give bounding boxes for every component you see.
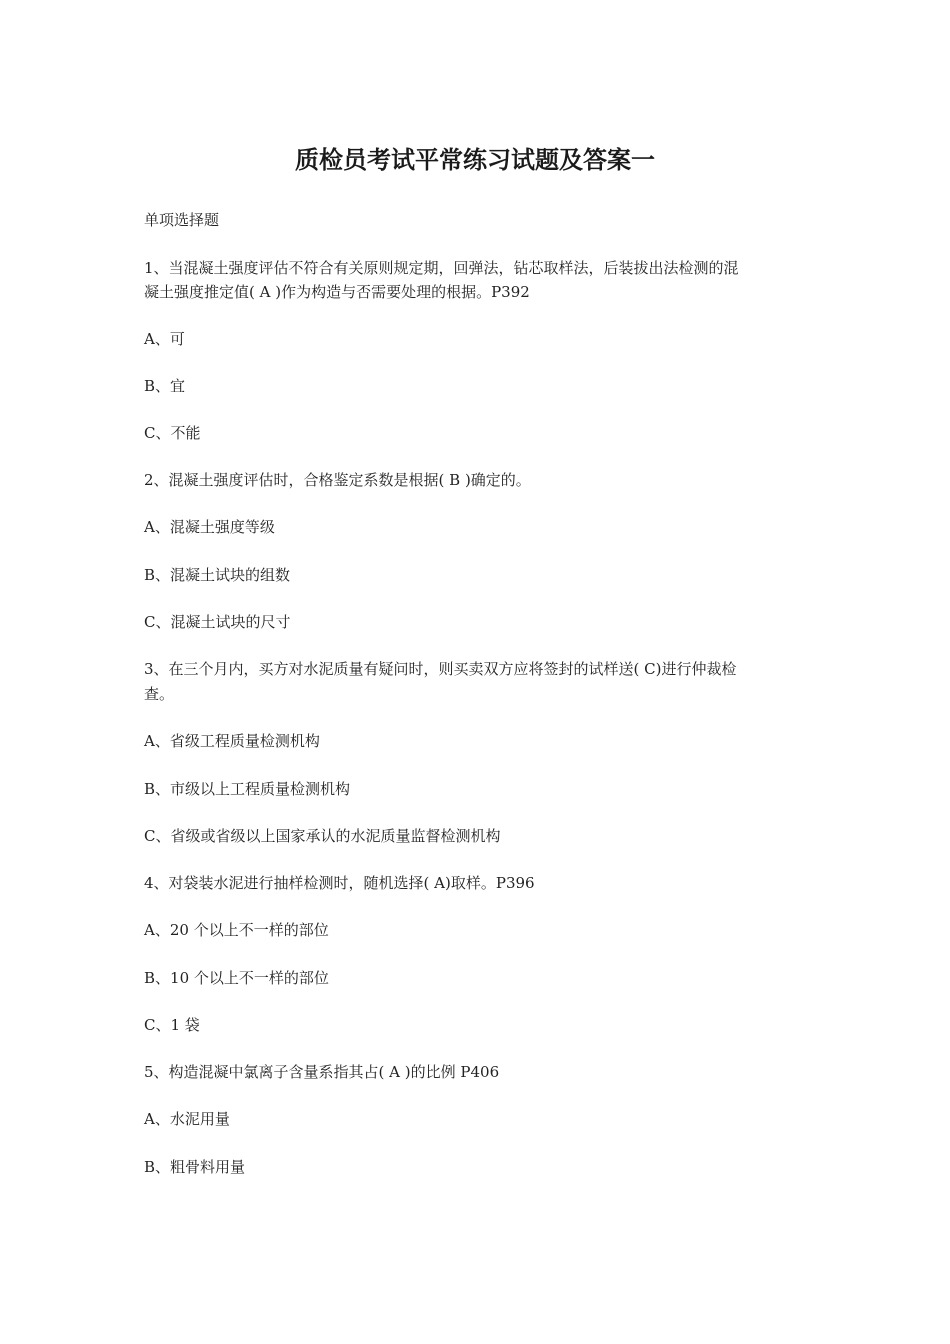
question-3-option-b: B、市级以上工程质量检测机构 [144, 780, 351, 798]
question-5-option-a: A、水泥用量 [144, 1110, 230, 1128]
question-2: 2、混凝土强度评估时，合格鉴定系数是根据( B )确定的。 [144, 471, 531, 489]
question-1-option-a: A、可 [144, 330, 185, 348]
question-4-option-c: C、1 袋 [144, 1016, 200, 1034]
question-4-option-a: A、20 个以上不一样的部位 [144, 921, 329, 939]
question-1-line-2: 凝土强度推定值( A )作为构造与否需要处理的根据。P392 [144, 283, 530, 301]
section-heading: 单项选择题 [144, 211, 220, 229]
question-2-option-a: A、混凝土强度等级 [144, 518, 275, 536]
question-1-line-1: 1、当混凝土强度评估不符合有关原则规定期，回弹法，钻芯取样法，后装拔出法检测的混 [144, 259, 739, 277]
question-1-option-b: B、宜 [144, 377, 186, 395]
question-5: 5、构造混凝中氯离子含量系指其占( A )的比例 P406 [144, 1063, 500, 1081]
question-3-line-2: 查。 [144, 685, 175, 703]
question-1-option-c: C、不能 [144, 424, 201, 442]
question-5-option-b: B、粗骨料用量 [144, 1158, 246, 1176]
question-3-option-c: C、省级或省级以上国家承认的水泥质量监督检测机构 [144, 827, 501, 845]
question-2-option-c: C、混凝土试块的尺寸 [144, 613, 291, 631]
question-4: 4、对袋装水泥进行抽样检测时，随机选择( A)取样。P396 [144, 874, 535, 892]
question-3-line-1: 3、在三个月内，买方对水泥质量有疑问时，则买卖双方应将签封的试样送( C)进行仲裁检 [144, 660, 737, 678]
question-4-option-b: B、10 个以上不一样的部位 [144, 969, 329, 987]
question-2-option-b: B、混凝土试块的组数 [144, 566, 291, 584]
question-3-option-a: A、省级工程质量检测机构 [144, 732, 320, 750]
document-title: 质检员考试平常练习试题及答案一 [295, 146, 655, 174]
